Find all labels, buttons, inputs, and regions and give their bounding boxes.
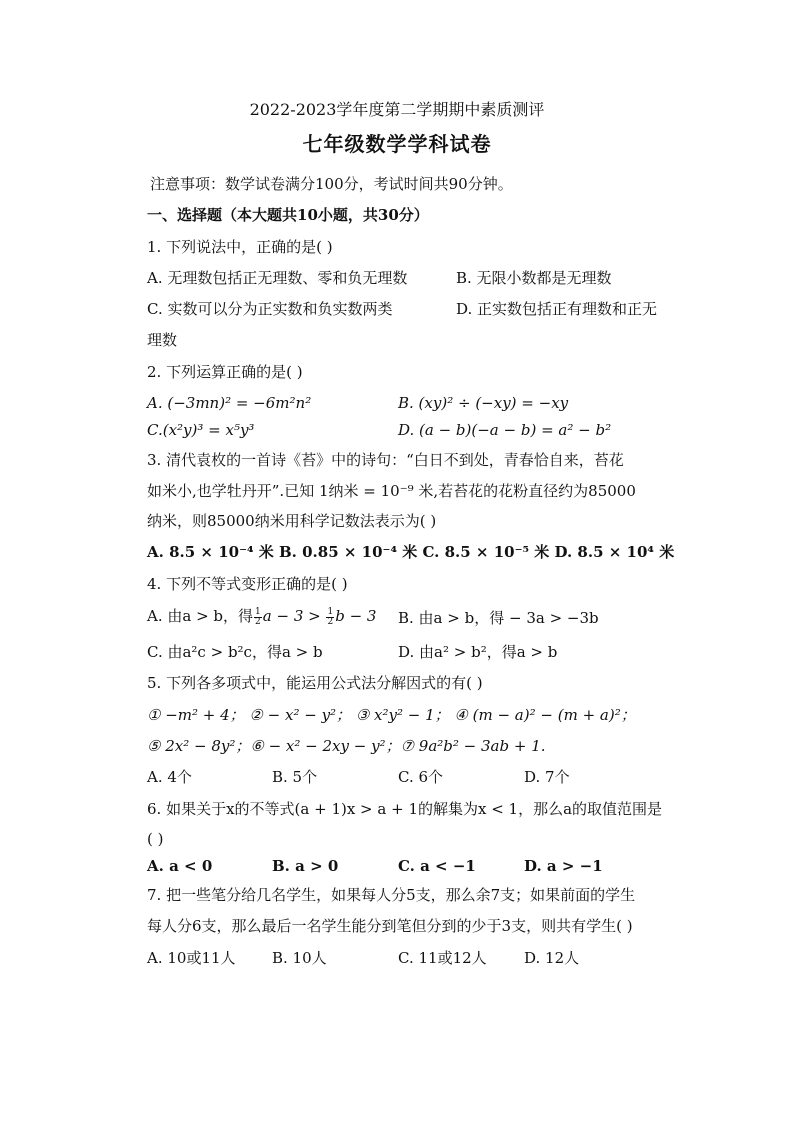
question-1-option-d-continued: 理数 [147, 331, 178, 349]
question-7-option-b: B. 10人 [272, 949, 327, 967]
fraction-denominator: 2 [255, 616, 261, 627]
question-5-option-c: C. 6个 [398, 768, 444, 786]
exam-notice: 注意事项：数学试卷满分100分，考试时间共90分钟。 [150, 175, 513, 193]
question-7-option-d: D. 12人 [524, 949, 580, 967]
question-4-option-a-suffix: b − 3 [335, 607, 377, 625]
question-4-option-d: D. 由a² > b²，得a > b [398, 643, 558, 661]
question-2-option-d: D. (a − b)(−a − b) = a² − b² [398, 421, 612, 439]
fraction-numerator: 1 [255, 606, 261, 617]
question-5-stem: 5. 下列各多项式中，能运用公式法分解因式的有( ) [147, 674, 483, 692]
question-6-option-d: D. a > −1 [524, 857, 603, 875]
question-4-option-a-prefix: A. 由a > b，得 [147, 607, 254, 625]
question-5-option-d: D. 7个 [524, 768, 570, 786]
fraction-denominator: 2 [327, 616, 334, 627]
question-1-stem: 1. 下列说法中，正确的是( ) [147, 238, 333, 256]
question-3-stem-line2: 如米小,也学牡丹开”.已知 1纳米 = 10⁻⁹ 米,若苔花的花粉直径约为85000 [147, 482, 636, 500]
question-2-option-b: B. (xy)² ÷ (−xy) = −xy [398, 394, 569, 412]
question-7-option-c: C. 11或12人 [398, 949, 487, 967]
question-3-stem-line1: 3. 清代袁枚的一首诗《苔》中的诗句：“白日不到处，青春恰自来，苔花 [147, 451, 624, 469]
question-4-option-a [147, 606, 376, 627]
question-2-option-c: C.(x²y)³ = x⁵y³ [147, 421, 255, 439]
question-6-stem-line2: ( ) [147, 830, 164, 848]
question-6-option-c: C. a < −1 [398, 857, 476, 875]
question-7-option-a: A. 10或11人 [147, 949, 236, 967]
fraction-numerator: 1 [327, 606, 334, 617]
question-3-stem-line3: 纳米，则85000纳米用科学记数法表示为( ) [147, 512, 437, 530]
exam-subject-title: 七年级数学学科试卷 [302, 132, 492, 156]
question-6-stem-line1: 6. 如果关于x的不等式(a + 1)x > a + 1的解集为x < 1，那么a的取值范围是 [147, 800, 663, 818]
question-4-option-b: B. 由a > b，得 − 3a > −3b [398, 609, 599, 627]
question-5-option-a: A. 4个 [147, 768, 192, 786]
question-3-options: A. 8.5 × 10⁻⁴ 米 B. 0.85 × 10⁻⁴ 米 C. 8.5 × 10⁻⁵ 米 D. 8.5 × 10⁴ 米 [147, 543, 675, 561]
question-6-option-a: A. a < 0 [147, 857, 213, 875]
question-2-stem: 2. 下列运算正确的是( ) [147, 363, 303, 381]
exam-term-title: 2022-2023学年度第二学期期中素质测评 [249, 100, 545, 119]
question-5-list-line1: ① −m² + 4； ② − x² − y²； ③ x²y² − 1； ④ (m − a)² − (m + a)²； [147, 706, 636, 724]
question-5-option-b: B. 5个 [272, 768, 318, 786]
question-1-option-d: D. 正实数包括正有理数和正无 [456, 300, 658, 318]
section-heading: 一、选择题（本大题共10小题，共30分） [147, 206, 429, 224]
question-4-option-c: C. 由a²c > b²c，得a > b [147, 643, 323, 661]
question-4-stem: 4. 下列不等式变形正确的是( ) [147, 575, 348, 593]
fraction-one-half [254, 608, 262, 627]
question-2-option-a: A. (−3mn)² = −6m²n² [147, 394, 312, 412]
question-5-list-line2: ⑤ 2x² − 8y²；⑥ − x² − 2xy − y²；⑦ 9a²b² − 3ab + 1. [147, 737, 546, 755]
question-7-stem-line1: 7. 把一些笔分给几名学生，如果每人分5支，那么余7支；如果前面的学生 [147, 886, 636, 904]
question-7-stem-line2: 每人分6支，那么最后一名学生能分到笔但分到的少于3支，则共有学生( ) [147, 917, 633, 935]
question-1-option-b: B. 无限小数都是无理数 [456, 269, 612, 287]
question-1-option-a: A. 无理数包括正无理数、零和负无理数 [147, 269, 408, 287]
fraction-one-half-second [326, 608, 334, 627]
question-1-option-c: C. 实数可以分为正实数和负实数两类 [147, 300, 393, 318]
question-4-option-a-middle: a − 3 > [262, 607, 321, 625]
question-6-option-b: B. a > 0 [272, 857, 339, 875]
